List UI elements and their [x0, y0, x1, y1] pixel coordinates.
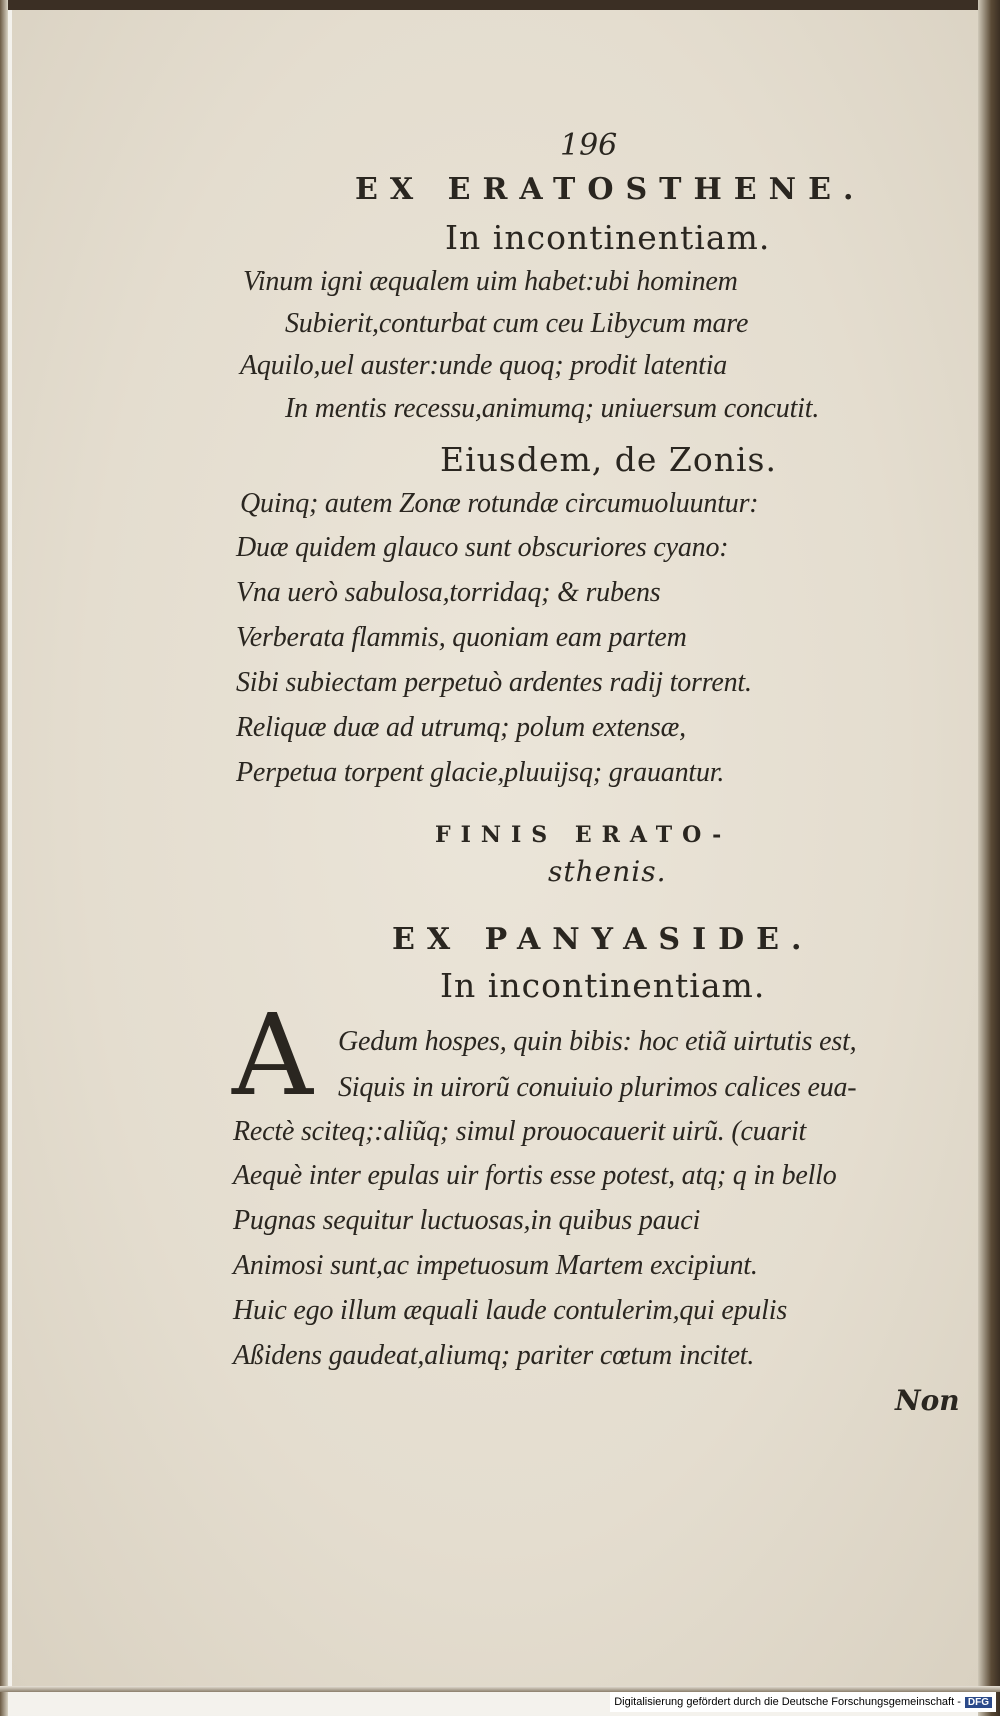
verse-line: Aquilo,uel auster:unde quoq; prodit latentia	[240, 350, 728, 381]
verse-line: Verberata flammis, quoniam eam partem	[236, 622, 687, 653]
verse-line: Perpetua torpent glacie,pluuijsq; grauantur.	[236, 757, 725, 788]
verse-line: Reliquæ duæ ad utrumq; polum extensæ,	[236, 712, 686, 743]
verse-line: Rectè sciteq;:aliũq; simul prouocauerit uirũ. (cuarit	[233, 1116, 807, 1147]
verse-line: Huic ego illum æquali laude contulerim,qui epulis	[233, 1295, 788, 1326]
subheading-incontinentiam-1: In incontinentiam.	[445, 218, 771, 257]
verse-line: Siquis in uirorũ conuiuio plurimos calices eua-	[338, 1072, 857, 1103]
digitization-footer	[610, 1692, 996, 1712]
verse-line: Quinq; autem Zonæ rotundæ circumuoluuntur:	[240, 488, 759, 519]
finis-line-2: sthenis.	[548, 855, 667, 888]
verse-line: Pugnas sequitur luctuosas,in quibus pauci	[233, 1205, 701, 1236]
subheading-incontinentiam-2: In incontinentiam.	[440, 966, 766, 1005]
verse-line: Animosi sunt,ac impetuosum Martem excipiunt.	[233, 1250, 758, 1281]
verse-line: Subierit,conturbat cum ceu Libycum mare	[285, 308, 749, 339]
section-heading-eratosthene: EX ERATOSTHENE.	[355, 172, 866, 207]
book-edge-right	[978, 0, 1000, 1716]
verse-line: Vna uerò sabulosa,torridaq; & rubens	[236, 577, 661, 608]
verse-line: Sibi subiectam perpetuò ardentes radij torrent.	[236, 667, 752, 698]
catchword: Non	[895, 1384, 960, 1417]
section-heading-panyaside: EX PANYASIDE.	[392, 922, 814, 957]
verse-line: Aßidens gaudeat,aliumq; pariter cœtum incitet.	[233, 1340, 755, 1371]
verse-line: Vinum igni æqualem uim habet:ubi hominem	[243, 266, 738, 297]
finis-line-1: FINIS ERATO-	[435, 822, 732, 848]
verse-line: Aequè inter epulas uir fortis esse potest, atq; q in bello	[233, 1160, 837, 1191]
book-edge-left	[0, 0, 8, 1716]
verse-line: In mentis recessu,animumq; uniuersum concutit.	[285, 393, 820, 424]
verse-line: Gedum hospes, quin bibis: hoc etiã uirtutis est,	[338, 1026, 857, 1057]
page	[12, 10, 978, 1686]
page-number: 196	[560, 128, 618, 163]
subheading-zonis: Eiusdem, de Zonis.	[440, 440, 777, 479]
footer-text: Digitalisierung gefördert durch die Deutsche Forschungsgemeinschaft -	[614, 1696, 961, 1708]
dfg-logo-icon: DFG	[965, 1697, 992, 1708]
book-edge-top	[0, 0, 1000, 10]
verse-line: Duæ quidem glauco sunt obscuriores cyano:	[236, 532, 729, 563]
drop-cap: A	[232, 991, 313, 1121]
